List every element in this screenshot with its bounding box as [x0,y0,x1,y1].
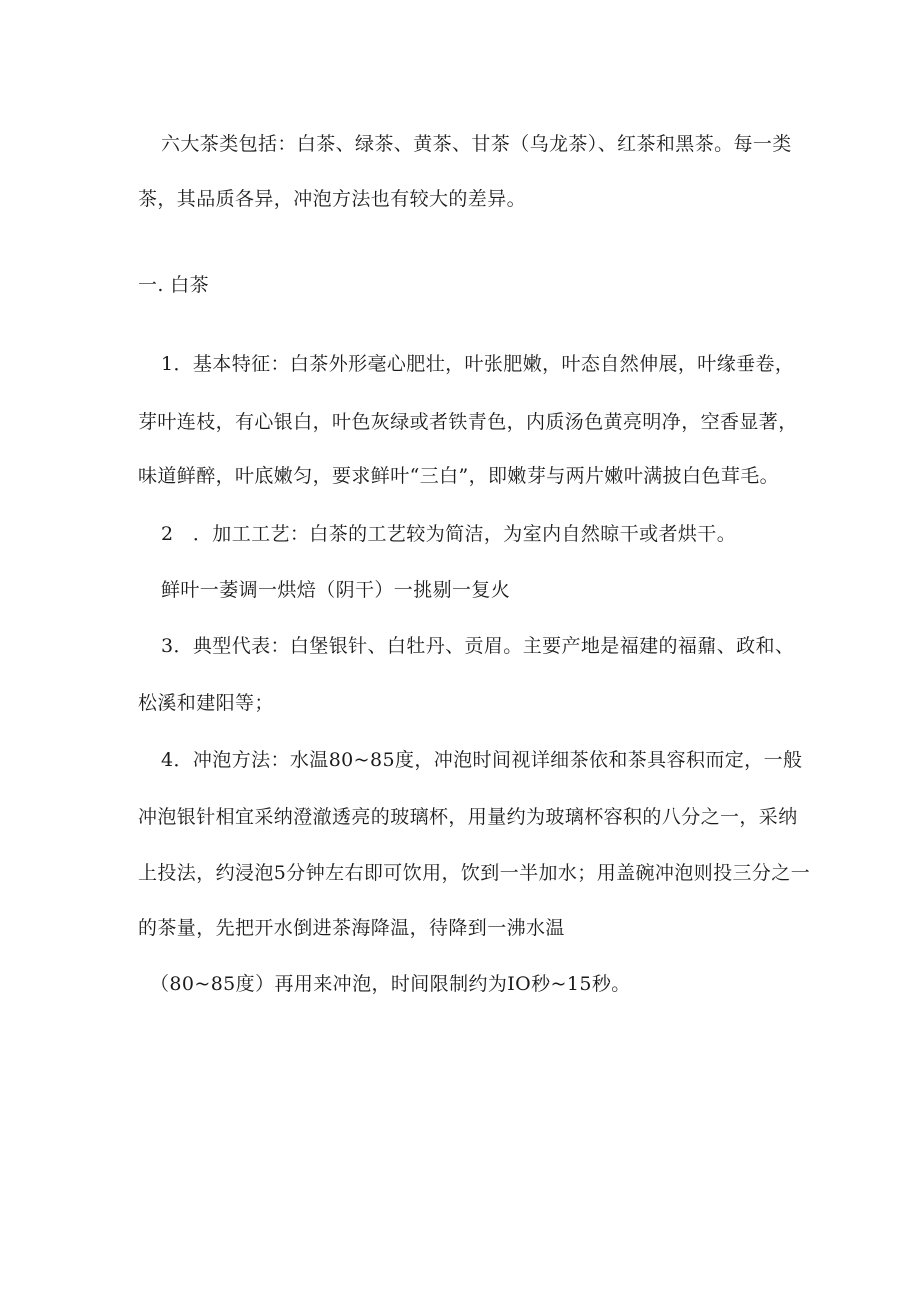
section-heading-white-tea: 一. 白茶 [138,274,210,296]
item-1-line-3: 味道鲜醉，叶底嫩匀，要求鲜叶“三白”，即嫩芽与两片嫩叶满披白色茸毛。 [138,465,780,487]
item-4-line-3: 上投法，约浸泡5分钟左右即可饮用，饮到一半加水；用盖碗冲泡则投三分之一 [138,862,811,884]
item-4-line-4: 的茶量，先把开水倒进茶海降温，待降到一沸水温 [138,917,565,939]
intro-line-1: 六大茶类包括：白茶、绿茶、黄茶、甘茶（乌龙茶）、红茶和黑茶。每一类 [161,133,792,155]
item-1-line-2: 芽叶连枝，有心银白，叶色灰绿或者铁青色，内质汤色黄亮明净，空香显著， [138,411,798,433]
item-2-line-1: 2 ．加工工艺：白茶的工艺较为简洁，为室内自然晾干或者烘干。 [161,523,737,545]
item-3-line-2: 松溪和建阳等； [138,692,274,714]
item-4-line-5: （80~85度）再用来冲泡，时间限制约为IO秒~15秒。 [150,973,631,995]
item-2-line-2: 鲜叶一萎调一烘焙（阴干）一挑剔一复火 [161,579,511,601]
item-4-line-2: 冲泡银针相宜采纳澄澈透亮的玻璃杯，用量约为玻璃杯容积的八分之一，采纳 [138,806,798,828]
item-4-line-1: 4．冲泡方法：水温80~85度，冲泡时间视详细茶依和茶具容积而定，一般 [161,749,803,771]
intro-line-2: 茶，其品质各异，冲泡方法也有较大的差异。 [138,188,527,210]
item-1-line-1: 1．基本特征：白茶外形毫心肥壮，叶张肥嫩，叶态自然伸展，叶缘垂卷， [161,353,795,375]
item-3-line-1: 3．典型代表：白堡银针、白牡丹、贡眉。主要产地是福建的福鼐、政和、 [161,635,795,657]
